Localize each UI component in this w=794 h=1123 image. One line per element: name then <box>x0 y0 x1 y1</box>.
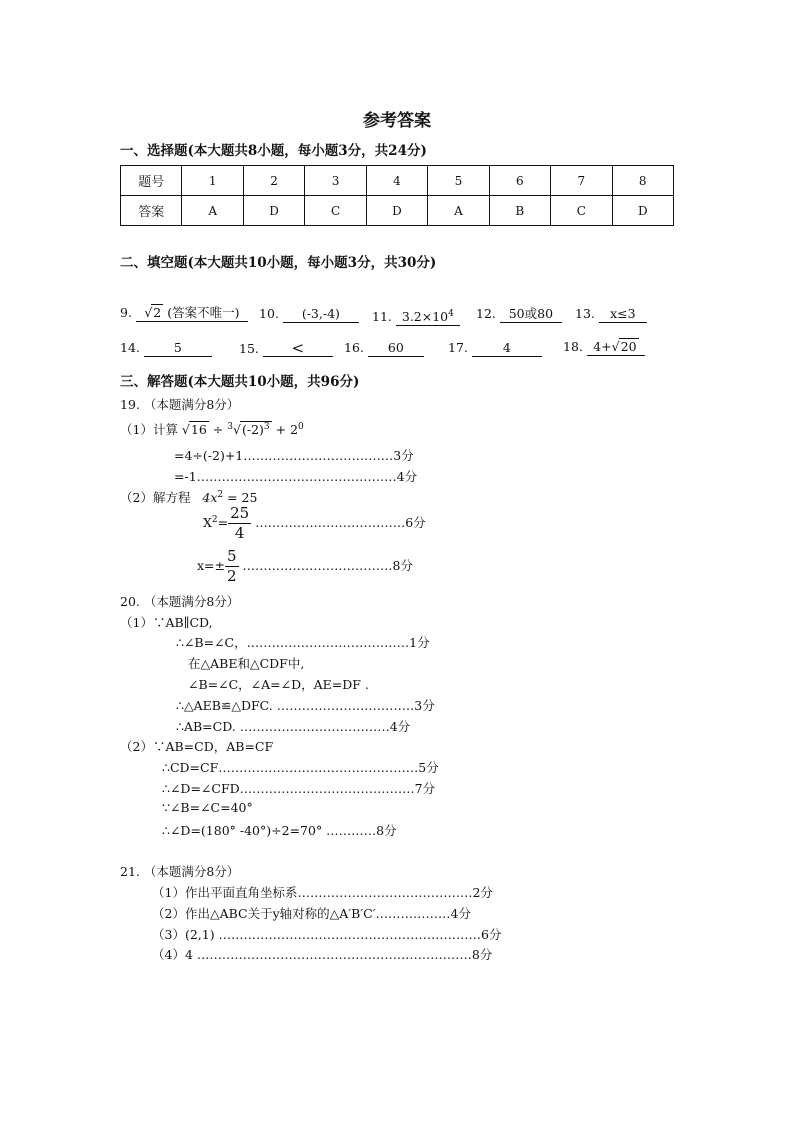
q-num: 12. <box>476 306 496 321</box>
q13-answer: x≤3 <box>599 306 647 323</box>
q12-answer: 50或80 <box>500 306 562 323</box>
q15-answer: < <box>263 340 333 357</box>
q-num: 18. <box>563 339 583 354</box>
q-num: 13. <box>575 306 595 321</box>
q20-head: 20. （本题满分8分） <box>120 594 240 609</box>
q19-part1: （1）计算 $√16 \div ^3√(-2)^3 + 2^0$ <box>120 421 304 437</box>
q11-answer <box>396 306 460 326</box>
table-cell: 1 <box>182 166 243 196</box>
fraction <box>225 549 239 584</box>
score-dots: ………………………………8分 <box>242 558 413 573</box>
table-cell: A <box>182 196 243 226</box>
table-cell: 3 <box>305 166 366 196</box>
row-header-q: 题号 <box>121 166 182 196</box>
q19-p2-label: （2）解方程 <box>120 490 191 505</box>
q20-line: ∵∠B=∠C=40° <box>162 800 253 815</box>
q20-line: ∴∠B=∠C，…………………………………1分 <box>176 635 430 650</box>
step-exp: 2 <box>211 514 218 525</box>
q20-line: ∴∠D=∠CFD……………………………………7分 <box>162 781 436 796</box>
eq-rhs: = 25 <box>227 490 258 505</box>
fill-q9 <box>120 304 248 322</box>
section3-heading: 三、解答题(本大题共10小题，共96分) <box>120 374 360 390</box>
q19-p2-step2 <box>197 549 413 584</box>
radicand: 20 <box>620 339 637 354</box>
score-dots: ………………………………6分 <box>255 515 426 530</box>
q20-line: ∴AB=CD. ………………………………4分 <box>176 719 411 734</box>
eq-exp: 2 <box>217 489 224 500</box>
table-cell: D <box>366 196 427 226</box>
step-eq: = <box>217 515 229 530</box>
table-row-questions <box>121 166 674 196</box>
fill-q18 <box>563 338 645 356</box>
cube-base: (-2) <box>241 422 264 437</box>
divide-sign: ÷ <box>212 422 224 437</box>
section1-heading: 一、选择题(本大题共8小题，每小题3分，共24分) <box>120 143 427 159</box>
q19-p1-line: =-1…………………………………………4分 <box>174 469 418 484</box>
fraction <box>228 506 251 541</box>
q21-head: 21. （本题满分8分） <box>120 864 240 879</box>
table-cell: B <box>489 196 550 226</box>
radicand: 2 <box>153 305 162 320</box>
q20-line: ∴△AEB≌△DFC. ……………………………3分 <box>176 698 435 713</box>
fill-q17 <box>448 340 542 357</box>
q20-line: ∴∠D=(180° -40°)÷2=70° …………8分 <box>162 823 397 838</box>
q16-answer: 60 <box>368 340 424 357</box>
q20-line: 在△ABE和△CDF中, <box>188 656 305 671</box>
step-lhs: x=± <box>197 558 225 573</box>
fill-q13 <box>575 306 647 323</box>
table-cell: 6 <box>489 166 550 196</box>
fill-q10 <box>259 306 359 323</box>
table-cell: C <box>305 196 366 226</box>
q20-line: （2）∵AB=CD，AB=CF <box>120 739 274 754</box>
q20-line: （1）∵AB∥CD, <box>120 615 213 630</box>
answer-table <box>120 165 674 226</box>
q14-answer: 5 <box>144 340 212 357</box>
numerator: 25 <box>230 504 250 522</box>
fill-q11 <box>372 306 460 326</box>
q20-line: ∴CD=CF…………………………………………5分 <box>162 760 439 775</box>
q21-line: （1）作出平面直角坐标系……………………………………2分 <box>152 885 493 900</box>
radicand: 16 <box>190 422 207 437</box>
table-cell: 8 <box>612 166 674 196</box>
q-num: 17. <box>448 340 468 355</box>
cube-exp: 3 <box>263 421 270 432</box>
q21-line: （2）作出△ABC关于y轴对称的△A′B′C′………………4分 <box>152 906 471 921</box>
q20-line: ∠B=∠C，∠A=∠D，AE=DF . <box>188 677 369 692</box>
denominator: 4 <box>234 524 245 542</box>
table-cell: D <box>243 196 304 226</box>
q-num: 14. <box>120 340 140 355</box>
zero-exp: 0 <box>298 421 304 432</box>
fill-q14 <box>120 340 212 357</box>
q18-answer: 4+√20 <box>587 338 645 356</box>
q21-line: （4）4 …………………………………………………………8分 <box>152 947 493 962</box>
plus-term: + 2 <box>275 422 299 437</box>
table-cell: C <box>551 196 612 226</box>
q9-note: (答案不唯一) <box>167 305 240 320</box>
q11-base: 3.2×10 <box>401 309 449 325</box>
q-num: 11. <box>372 309 392 325</box>
q-num: 9. <box>120 305 132 320</box>
table-cell: 2 <box>243 166 304 196</box>
table-cell: 4 <box>366 166 427 196</box>
table-cell: A <box>428 196 489 226</box>
q-num: 15. <box>239 341 259 356</box>
cube-radicand <box>240 421 272 437</box>
q17-answer: 4 <box>472 340 542 357</box>
q11-exp: 4 <box>448 309 454 319</box>
q19-p2-step1 <box>203 506 426 541</box>
q19-p1-label: （1）计算 <box>120 422 178 437</box>
cube-index: 3 <box>227 421 233 432</box>
fill-q12 <box>476 306 562 323</box>
section2-heading: 二、填空题(本大题共10小题，每小题3分，共30分) <box>120 255 437 271</box>
numerator: 5 <box>227 547 237 565</box>
q19-head: 19. （本题满分8分） <box>120 397 240 412</box>
table-cell: 7 <box>551 166 612 196</box>
table-row-answers <box>121 196 674 226</box>
eq-lhs: 4x <box>202 490 218 505</box>
denominator: 2 <box>227 567 237 585</box>
page-title: 参考答案 <box>363 111 431 131</box>
fill-q16 <box>344 340 424 357</box>
q10-answer: (-3,-4) <box>283 306 359 323</box>
q18-prefix: 4+ <box>593 339 612 354</box>
q19-p1-line: =4÷(-2)+1………………………………3分 <box>174 448 414 463</box>
q9-answer: √2 (答案不唯一) <box>136 304 248 322</box>
q-num: 16. <box>344 340 364 355</box>
q21-line: （3）(2,1) ………………………………………………………6分 <box>152 927 502 942</box>
table-cell: 5 <box>428 166 489 196</box>
step-lhs: X <box>203 515 212 530</box>
table-cell: D <box>612 196 674 226</box>
fill-q15 <box>239 340 333 357</box>
row-header-a: 答案 <box>121 196 182 226</box>
q-num: 10. <box>259 306 279 321</box>
